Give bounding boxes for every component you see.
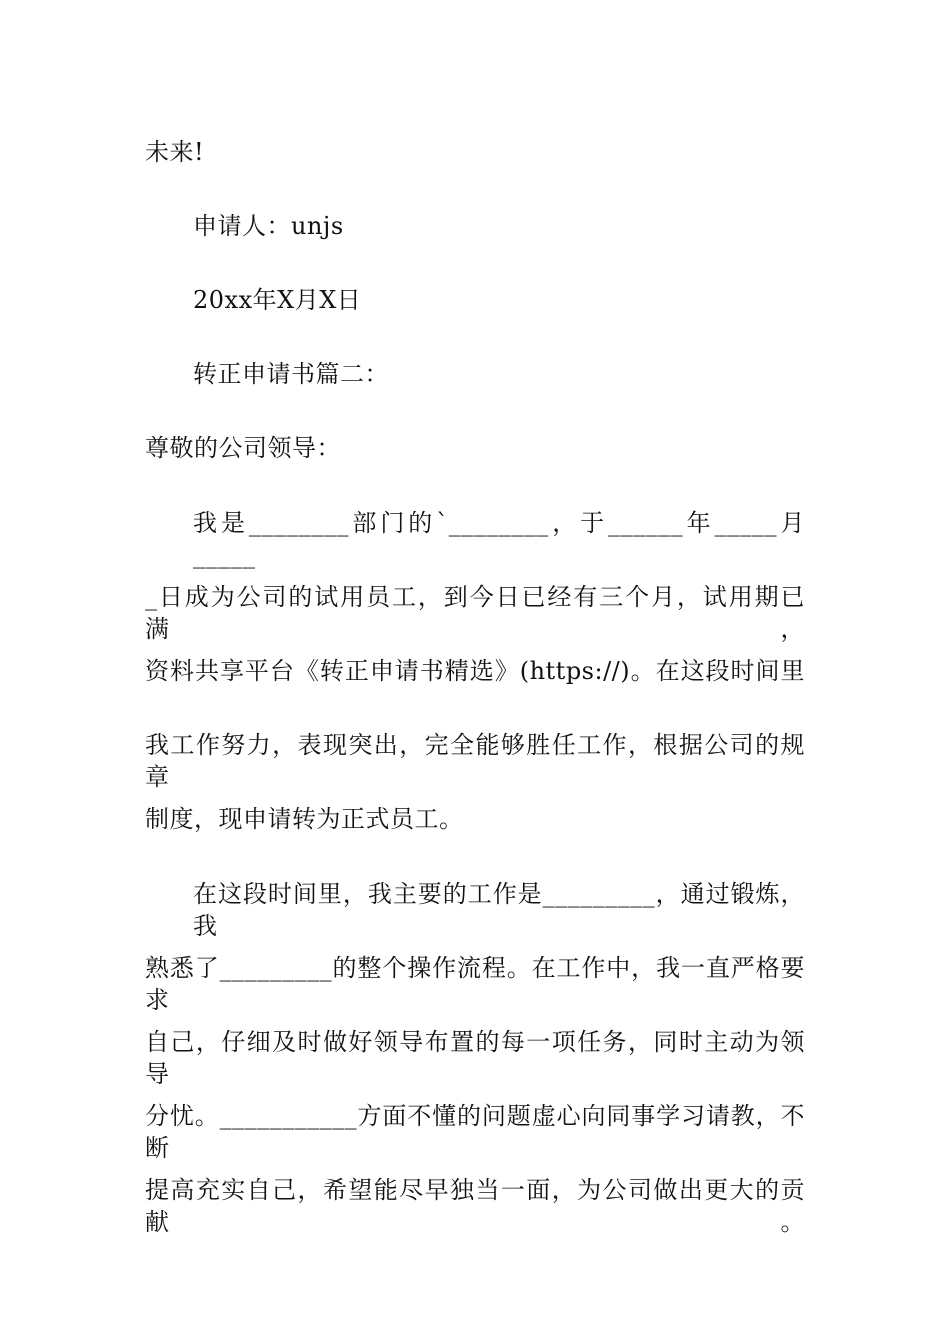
text-line-applicant: 申请人：unjs (193, 212, 344, 240)
paragraph-line: 熟悉了_________的整个操作流程。在工作中，我一直严格要求 (145, 954, 805, 1014)
paragraph-line: _日成为公司的试用员工，到今日已经有三个月，试用期已满， (145, 583, 805, 643)
paragraph-line: 制度，现申请转为正式员工。 (145, 805, 464, 833)
text-line-date: 20xx年X月X日 (193, 286, 362, 314)
section-heading: 转正申请书篇二： (193, 360, 389, 388)
paragraph-line: 我是________部门的`________，于______年_____月_____ (193, 509, 805, 569)
paragraph-line: 我工作努力，表现突出，完全能够胜任工作，根据公司的规章 (145, 731, 805, 791)
salutation: 尊敬的公司领导： (145, 434, 341, 462)
paragraph-line: 提高充实自己，希望能尽早独当一面，为公司做出更大的贡献。 (145, 1176, 805, 1236)
paragraph-line: 资料共享平台《转正申请书精选》(https://)。在这段时间里 (145, 657, 805, 685)
paragraph-line: 分忧。___________方面不懂的问题虚心向同事学习请教，不断 (145, 1102, 805, 1162)
paragraph-line: 在这段时间里，我主要的工作是_________，通过锻炼，我 (193, 880, 805, 940)
text-line-closing: 未来! (145, 138, 205, 166)
paragraph-line: 自己，仔细及时做好领导布置的每一项任务，同时主动为领导 (145, 1028, 805, 1088)
